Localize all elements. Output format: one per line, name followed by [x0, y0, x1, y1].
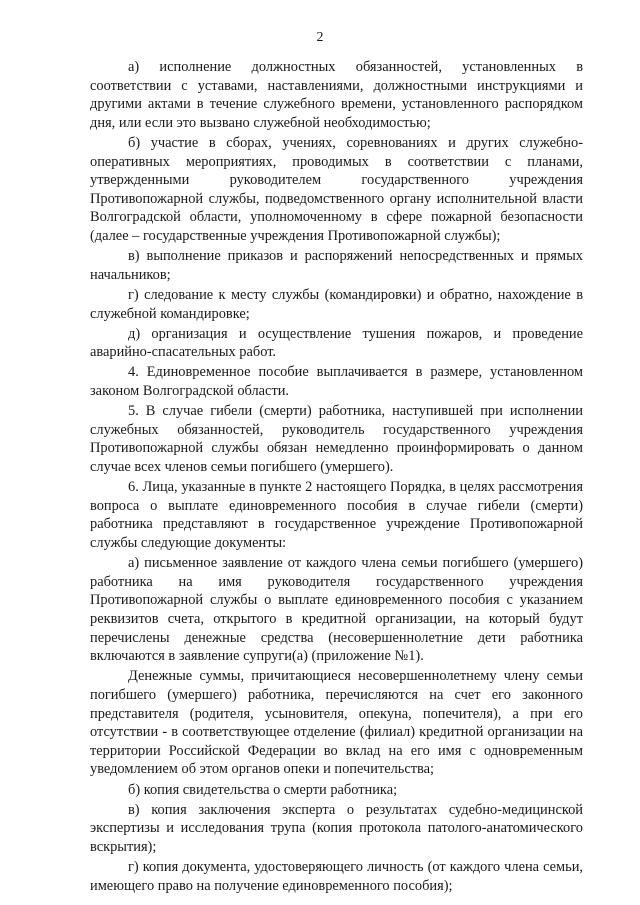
paragraph-d-firefighting: д) организация и осуществление тушения пожаров, и проведение аварийно-спасательных работ.: [90, 325, 583, 361]
paragraph-4-allowance: 4. Единовременное пособие выплачивается в размере, установленном законом Волгоградской области.: [90, 364, 583, 400]
paragraph-6b-death-certificate: б) копия свидетельства о смерти работника;: [128, 781, 398, 798]
paragraph-b-exercises: б) участие в сборах, учениях, соревнованиях и других служебно-оперативных мероприятиях, проводимых в соответствии с планами, утвержденными руководителем государственного учреждения Противопожарной службы, подведомственного органу исполнительной власти Волгоградской области, уполномоченному в сфере пожарной безопасности (далее – государственные учреждения Противопожарной службы);: [90, 134, 583, 244]
paragraph-6v-expert-conclusion: в) копия заключения эксперта о результатах судебно-медицинской экспертизы и исследования трупа (копия протокола патолого-анатомического вскрытия);: [90, 801, 583, 855]
paragraph-6g-identity-document: г) копия документа, удостоверяющего личность (от каждого члена семьи, имеющего право на получение единовременного пособия);: [90, 859, 583, 894]
paragraph-5-notification: 5. В случае гибели (смерти) работника, наступившей при исполнении служебных обязанностей, руководитель государственного учреждения Противопожарной службы обязан немедленно проинформировать о данном случае всех членов семьи погибшего (умершего).: [90, 403, 583, 476]
paragraph-a-duties: а) исполнение должностных обязанностей, установленных в соответствии с уставами, наставлениями, должностными инструкциями и другими актами в течение служебного времени, установленного распорядком дня, или если это вызвано служебной необходимостью;: [90, 59, 583, 131]
document-body: [90, 58, 583, 897]
paragraph-6a-application: а) письменное заявление от каждого члена семьи погибшего (умершего) работника на имя руководителя государственного учреждения Противопожарной службы о выплате единовременного пособия с указанием реквизитов счета, открытого в кредитной организации, на который будут перечислены денежные средства (несовершеннолетние дети работника включаются в заявление супруги(а) (приложение №1).: [90, 555, 583, 665]
paragraph-v-orders: в) выполнение приказов и распоряжений непосредственных и прямых начальников;: [90, 248, 583, 283]
page-number: 2: [316, 30, 324, 45]
paragraph-6-documents: 6. Лица, указанные в пункте 2 настоящего Порядка, в целях рассмотрения вопроса о выплате единовременного пособия в случае гибели (смерти) работника представляют в государственное учреждение Противопожарной службы следующие документы:: [90, 479, 583, 551]
paragraph-g-travel: г) следование к месту службы (командировки) и обратно, нахождение в служебной командировке;: [90, 286, 583, 322]
paragraph-money-minors: Денежные суммы, причитающиеся несовершеннолетнему члену семьи погибшего (умершего) работника, перечисляются на счет его законного представителя (родителя, усыновителя, опекуна, попечителя), а при его отсутствии - в соответствующее отделение (филиал) кредитной организации на территории Российской Федерации во вклад на его имя с одновременным уведомлением об этом органов опеки и попечительства;: [90, 668, 583, 778]
